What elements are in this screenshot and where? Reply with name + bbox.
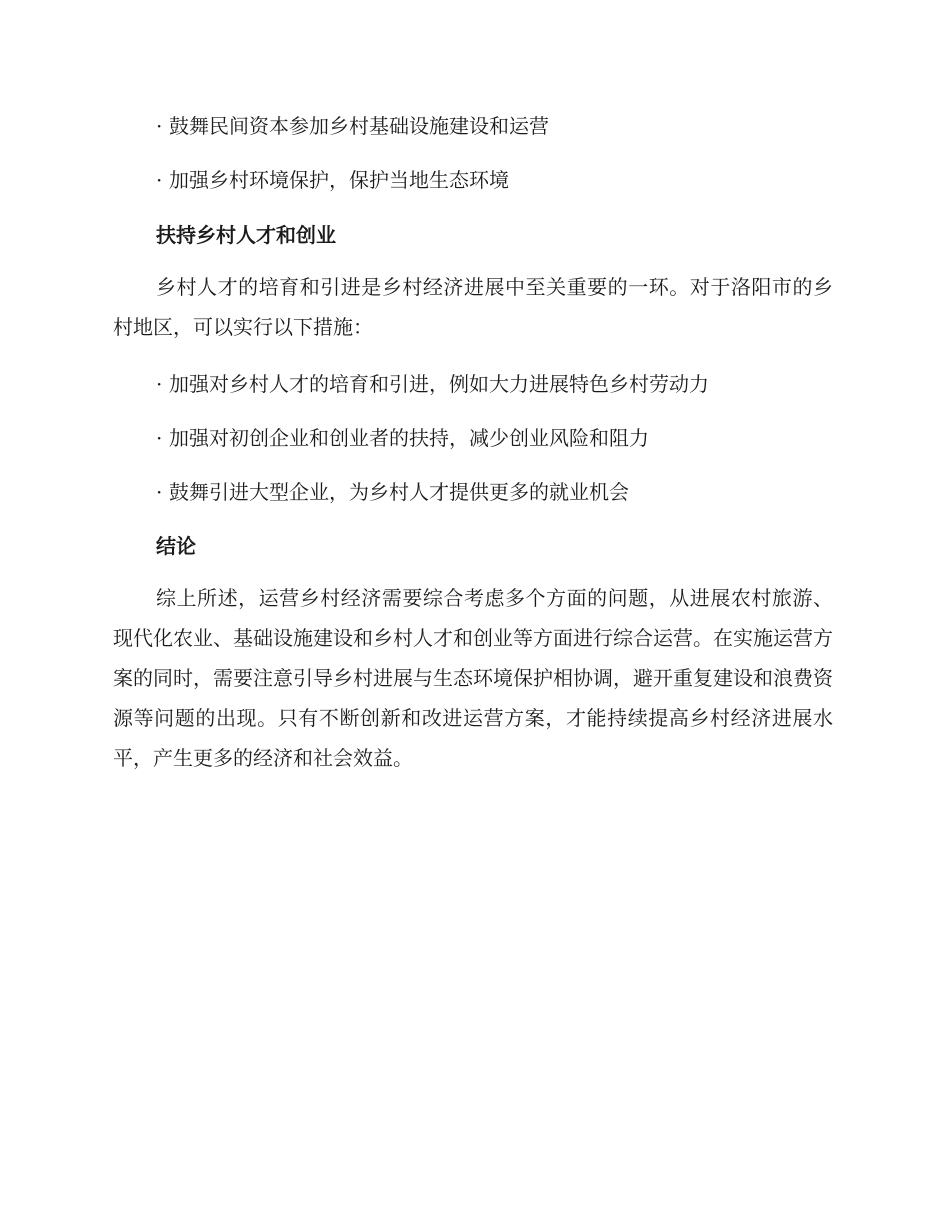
bullet-dot: · xyxy=(156,426,163,450)
section-heading-talent: 扶持乡村人才和创业 xyxy=(156,223,336,247)
bullet-text: 鼓舞民间资本参加乡村基础设施建设和运营 xyxy=(169,114,549,138)
section-paragraph-conclusion: 综上所述，运营乡村经济需要综合考虑多个方面的问题，从进展农村旅游、现代化农业、基础设施建设和乡村人才和创业等方面进行综合运营。在实施运营方案的同时，需要注意引导乡村进展与生态环境保护相协调，避开重复建设和浪费资源等问题的出现。只有不断创新和改进运营方案，才能持续提高乡村经济进展水平，产生更多的经济和社会效益。 xyxy=(113,586,833,770)
bullet-item xyxy=(113,476,833,508)
document-page xyxy=(113,110,833,778)
bullet-item xyxy=(113,110,833,142)
section-heading-conclusion: 结论 xyxy=(156,534,196,558)
bullet-dot: · xyxy=(156,168,163,192)
bullet-item xyxy=(113,164,833,196)
bullet-dot: · xyxy=(156,114,163,138)
section-paragraph-talent: 乡村人才的培育和引进是乡村经济进展中至关重要的一环。对于洛阳市的乡村地区，可以实行以下措施： xyxy=(113,275,833,339)
bullet-dot: · xyxy=(156,372,163,396)
bullet-text: 加强对乡村人才的培育和引进，例如大力进展特色乡村劳动力 xyxy=(169,372,709,396)
bullet-text: 加强乡村环境保护，保护当地生态环境 xyxy=(169,168,509,192)
bullet-text: 鼓舞引进大型企业，为乡村人才提供更多的就业机会 xyxy=(169,480,629,504)
bullet-dot: · xyxy=(156,480,163,504)
bullet-text: 加强对初创企业和创业者的扶持，减少创业风险和阻力 xyxy=(169,426,649,450)
bullet-item xyxy=(113,422,833,454)
bullet-item xyxy=(113,368,833,400)
